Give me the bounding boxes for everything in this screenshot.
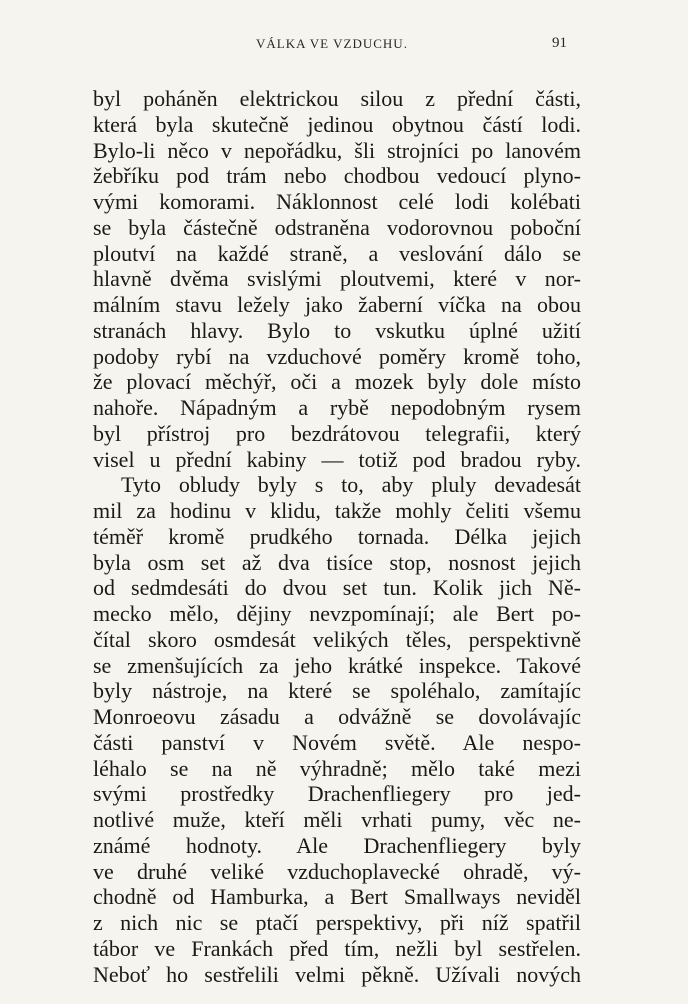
text-line: chodně od Hamburka, a Bert Smallways neviděl <box>93 884 581 910</box>
text-line: mil za hodinu v klidu, takže mohly čeliti všemu <box>93 498 581 523</box>
text-line: ve druhé veliké vzduchoplavecké ohradě, vý- <box>93 858 581 884</box>
text-line: Monroeovu zásadu a odvážně se dovolávajíc <box>93 704 581 729</box>
text-line: byl přístroj pro bezdrátovou telegrafii, který <box>93 420 581 446</box>
text-line: byla osm set až dva tisíce stop, nosnost jejich <box>93 549 581 575</box>
text-line: známé hodnoty. Ale Drachenfliegery byly <box>93 832 581 858</box>
text-line: tábor ve Frankách před tím, nežli byl sestřelen. <box>93 935 581 961</box>
text-line: byl poháněn elektrickou silou z přední části, <box>93 86 581 111</box>
text-line: málním stavu ležely jako žaberní víčka na obou <box>93 292 581 317</box>
paragraph-end-line: visel u přední kabiny — totiž pod bradou ryby. <box>93 446 581 472</box>
text-line: ploutví na každé straně, a veslování dálo se <box>93 240 581 266</box>
text-line: z nich nic se ptačí perspektivy, při níž spatřil <box>93 910 581 935</box>
text-line: vými komorami. Náklonnost celé lodi kolébati <box>93 189 581 214</box>
text-line: čítal skoro osmdesát velikých těles, perspektivně <box>93 626 581 652</box>
text-line: od sedmdesáti do dvou set tun. Kolik jich Ně- <box>93 575 581 601</box>
text-line: se byla částečně odstraněna vodorovnou poboční <box>93 214 581 240</box>
text-line: léhalo se na ně výhradně; mělo také mezi <box>93 755 581 781</box>
text-line: byly nástroje, na které se spoléhalo, zamítajíc <box>93 678 581 704</box>
page-number: 91 <box>552 35 567 51</box>
text-line: Neboť ho sestřelili velmi pěkně. Užívali nových <box>93 961 581 987</box>
text-line: se zmenšujících za jeho krátké inspekce. Takové <box>93 652 581 678</box>
running-title: VÁLKA VE VZDUCHU. <box>256 36 408 51</box>
text-line: která byla skutečně jedinou obytnou částí lodi. <box>93 111 581 137</box>
text-line: svými prostředky Drachenfliegery pro jed- <box>93 781 581 807</box>
text-line: mecko mělo, dějiny nevzpomínají; ale Bert po- <box>93 601 581 626</box>
text-line: notlivé muže, kteří měli vrhati pumy, věc ne- <box>93 807 581 832</box>
text-line: podoby rybí na vzduchové poměry kromě toho, <box>93 343 581 369</box>
text-line: žebříku pod trám nebo chodbou vedoucí plyno- <box>93 163 581 189</box>
text-line: stranách hlavy. Bylo to vskutku úplné užití <box>93 317 581 343</box>
text-line: Bylo-li něco v nepořádku, šli strojníci po lanovém <box>93 137 581 163</box>
text-line: téměř kromě prudkého tornada. Délka jejich <box>93 523 581 549</box>
text-line: hlavně dvěma svislými ploutvemi, které v nor- <box>93 266 581 292</box>
text-line: že plovací měchýř, oči a mozek byly dole místo <box>93 369 581 395</box>
text-line: části panství v Novém světě. Ale nespo- <box>93 729 581 755</box>
body-text <box>93 86 581 987</box>
text-line: nahoře. Nápadným a rybě nepodobným rysem <box>93 395 581 420</box>
paragraph-start-line: Tyto obludy byly s to, aby pluly devadesát <box>121 472 581 498</box>
